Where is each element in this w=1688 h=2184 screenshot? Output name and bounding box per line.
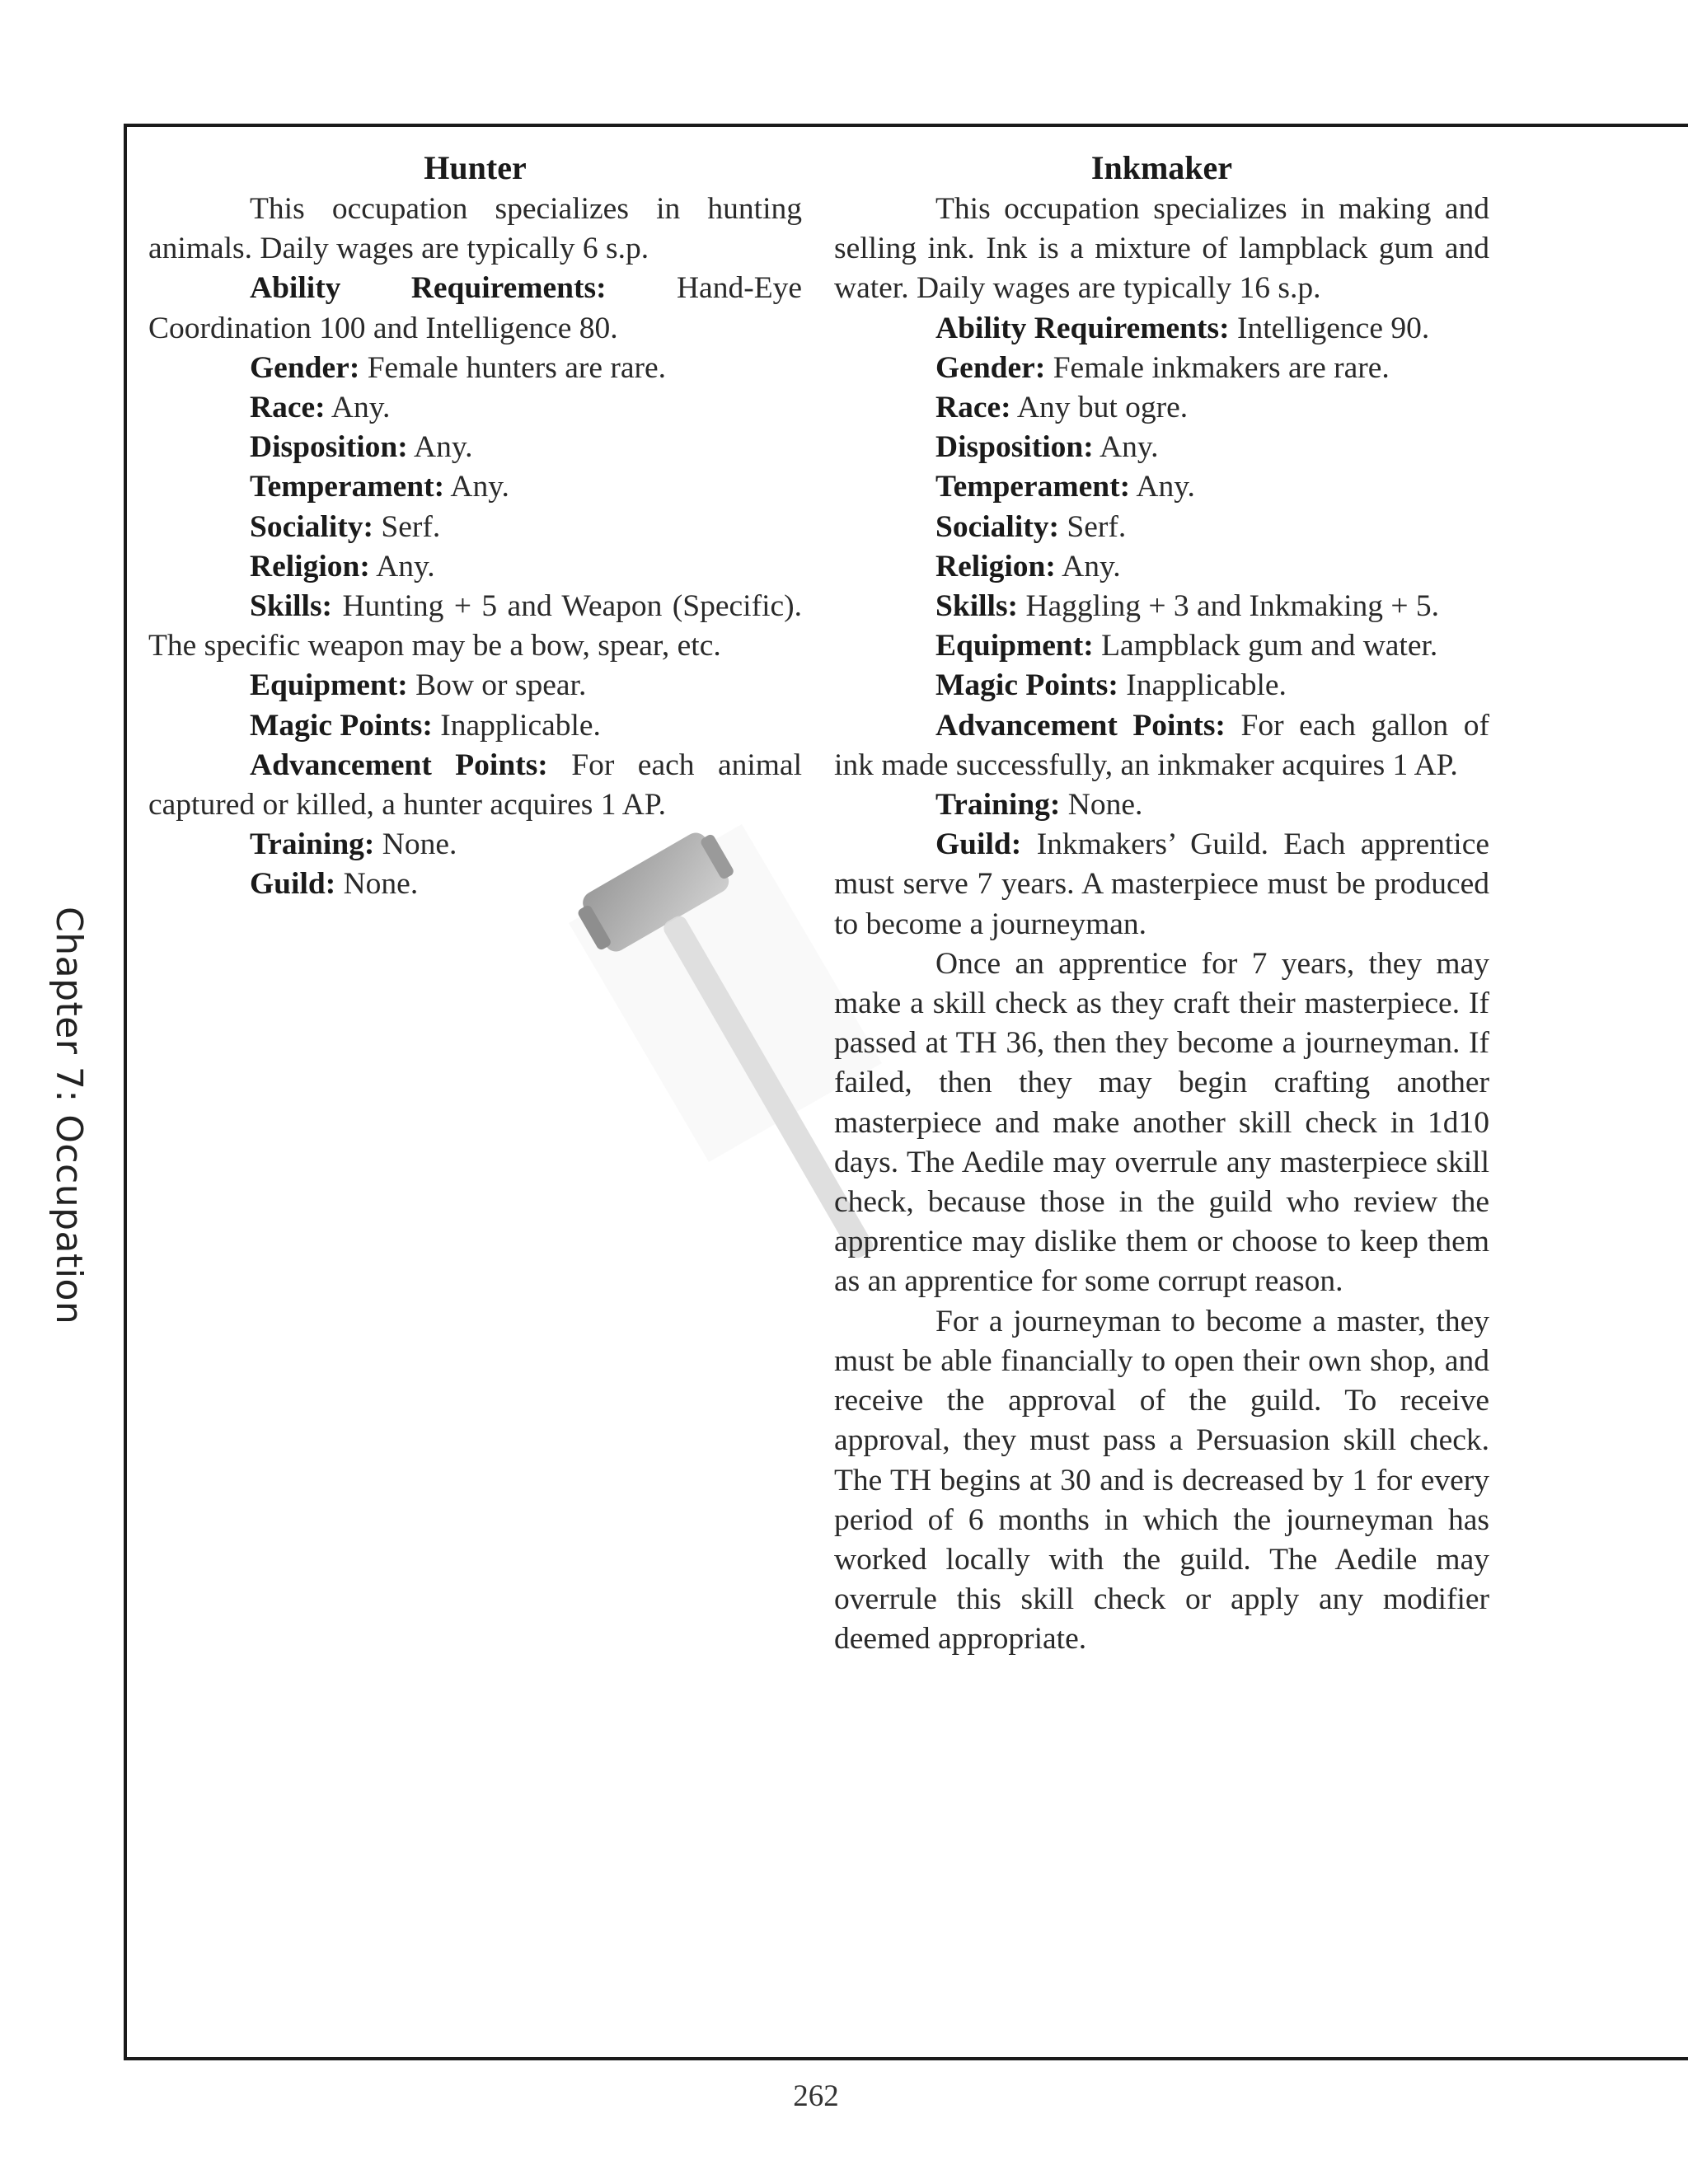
field-text: Any.	[369, 549, 435, 583]
hunter-religion	[148, 547, 802, 587]
chapter-side-title: Chapter 7: Occupation	[48, 907, 90, 1325]
field-label: Advancement Points:	[935, 708, 1226, 743]
field-label: Equipment:	[935, 629, 1094, 663]
hunter-heading: Hunter	[424, 149, 527, 186]
inkmaker-advancement-points	[834, 706, 1489, 785]
field-label: Temperament:	[250, 470, 445, 504]
field-label: Training:	[250, 827, 375, 862]
field-label: Training:	[935, 788, 1061, 823]
hunter-magic-points	[148, 706, 802, 746]
hunter-gender	[148, 349, 802, 388]
field-label: Guild:	[250, 867, 336, 902]
field-label: Ability Requirements:	[250, 271, 607, 306]
field-label: Sociality:	[250, 509, 373, 544]
inkmaker-disposition	[834, 428, 1489, 467]
field-label: Disposition:	[250, 430, 408, 465]
inkmaker-gender	[834, 349, 1489, 388]
field-text: Any.	[1093, 430, 1159, 465]
field-label: Skills:	[935, 589, 1019, 624]
inkmaker-master-paragraph: For a journeyman to become a master, they must be able financially to open their own shop, and receive the approval of the guild. To receive approval, they must pass a Persuasion skill check. The TH begins at 30 and is decreased by 1 for every period of 6 months in which the journeyman has worked locally with the guild. The Aedile may overrule this skill check or apply any modifier deemed appropriate.	[834, 1304, 1489, 1657]
field-text: Hand-Eye Coordination 100 and Intelligence 80.	[148, 271, 802, 345]
field-text: Any.	[407, 430, 473, 465]
hunter-race	[148, 388, 802, 428]
field-label: Sociality:	[935, 509, 1059, 544]
field-text: For each animal captured or killed, a hunter acquires 1 AP.	[148, 748, 802, 823]
inkmaker-magic-points	[834, 666, 1489, 705]
hunter-guild	[148, 865, 802, 904]
field-text: Intelligence 90.	[1229, 311, 1430, 345]
field-text: None.	[374, 827, 457, 862]
inkmaker-ability-requirements	[834, 309, 1489, 349]
field-label: Advancement Points:	[250, 748, 548, 782]
page-number: 262	[793, 2079, 839, 2113]
field-text: Inapplicable.	[432, 708, 601, 743]
field-label: Gender:	[250, 350, 360, 385]
hunter-intro: This occupation specializes in hunting animals. Daily wages are typically 6 s.p.	[148, 192, 802, 266]
field-label: Religion:	[935, 549, 1056, 583]
field-text: Inkmakers’ Guild. Each apprentice must serve 7 years. A masterpiece must be produced to become a journeyman.	[834, 827, 1489, 941]
hunter-temperament	[148, 467, 802, 507]
hunter-advancement-points	[148, 746, 802, 825]
field-label: Equipment:	[250, 668, 408, 703]
field-label: Skills:	[250, 589, 333, 624]
hunter-column	[148, 147, 802, 905]
field-label: Gender:	[935, 350, 1046, 385]
field-text: Hunting + 5 and Weapon (Specific). The specific weapon may be a bow, spear, etc.	[148, 589, 802, 663]
field-label: Race:	[250, 391, 326, 425]
hunter-ability-requirements	[148, 269, 802, 348]
inkmaker-masterpiece-paragraph: Once an apprentice for 7 years, they may make a skill check as they craft their masterpiece. If passed at TH 36, then they become a journeyman. If failed, then they may begin crafting another masterpiece and make another skill check in 1d10 days. The Aedile may overrule any masterpiece skill check, because those in the guild who review the apprentice may dislike them or choose to keep them as an apprentice for some corrupt reason.	[834, 946, 1489, 1299]
field-text: Any.	[1055, 549, 1121, 583]
inkmaker-guild	[834, 825, 1489, 944]
field-text: Bow or spear.	[407, 668, 587, 703]
inkmaker-equipment	[834, 626, 1489, 666]
hunter-training	[148, 825, 802, 865]
field-text: Any.	[325, 391, 391, 425]
inkmaker-intro: This occupation specializes in making and selling ink. Ink is a mixture of lampblack gum and water. Daily wages are typically 16 s.p.	[834, 192, 1489, 306]
field-label: Guild:	[935, 827, 1022, 862]
field-text: Any.	[1130, 470, 1195, 504]
hunter-equipment	[148, 666, 802, 705]
inkmaker-skills	[834, 587, 1489, 626]
field-label: Race:	[935, 391, 1011, 425]
inkmaker-race	[834, 388, 1489, 428]
field-text: None.	[1060, 788, 1143, 823]
field-label: Magic Points:	[935, 668, 1118, 703]
field-text: Any.	[444, 470, 509, 504]
field-text: Serf.	[373, 509, 441, 544]
field-text: Female hunters are rare.	[359, 350, 666, 385]
field-text: Serf.	[1058, 509, 1127, 544]
hunter-skills	[148, 587, 802, 666]
field-text: Inapplicable.	[1118, 668, 1287, 703]
field-label: Religion:	[250, 549, 370, 583]
inkmaker-temperament	[834, 467, 1489, 507]
field-label: Disposition:	[935, 430, 1094, 465]
field-label: Magic Points:	[250, 708, 433, 743]
field-text: Lampblack gum and water.	[1093, 629, 1438, 663]
field-text: For each gallon of ink made successfully, an inkmaker acquires 1 AP.	[834, 708, 1490, 782]
field-text: Female inkmakers are rare.	[1045, 350, 1390, 385]
field-text: None.	[335, 867, 419, 902]
inkmaker-sociality	[834, 508, 1489, 547]
inkmaker-heading: Inkmaker	[1090, 149, 1233, 186]
hunter-sociality	[148, 508, 802, 547]
inkmaker-column	[834, 147, 1489, 1660]
inkmaker-training	[834, 785, 1489, 825]
hunter-disposition	[148, 428, 802, 467]
inkmaker-religion	[834, 547, 1489, 587]
field-label: Temperament:	[935, 470, 1131, 504]
field-label: Ability Requirements:	[935, 311, 1230, 345]
field-text: Haggling + 3 and Inkmaking + 5.	[1018, 589, 1440, 624]
field-text: Any but ogre.	[1010, 391, 1189, 425]
